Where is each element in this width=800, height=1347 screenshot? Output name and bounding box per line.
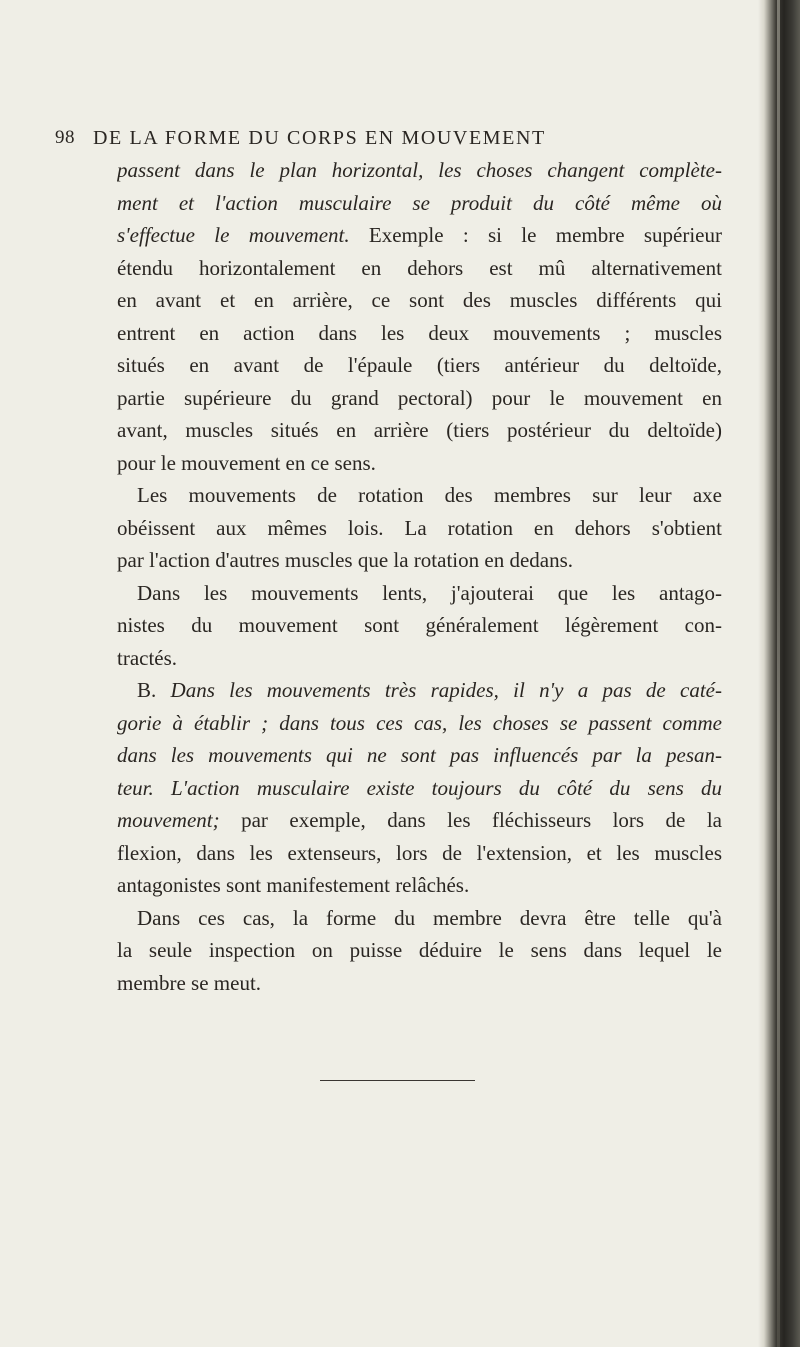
- roman-text: situés en avant de l'épaule (tiers antérieur du deltoïde,: [117, 353, 722, 377]
- section-end-rule: [320, 1080, 475, 1081]
- roman-text: avant, muscles situés en arrière (tiers postérieur du deltoïde): [117, 418, 722, 442]
- text-line: [117, 479, 722, 512]
- text-line: [117, 414, 722, 447]
- roman-text: pour le mouvement en ce sens.: [117, 450, 376, 475]
- roman-text: B.: [137, 678, 171, 702]
- page-number: 98: [55, 127, 75, 148]
- roman-text: obéissent aux mêmes lois. La rotation en dehors s'obtient: [117, 515, 722, 540]
- italic-text: gorie à établir ; dans tous ces cas, les choses se passent comme: [117, 710, 722, 735]
- text-line: [117, 804, 722, 837]
- roman-text: tractés.: [117, 645, 178, 670]
- running-title: DE LA FORME DU CORPS EN MOUVEMENT: [93, 127, 546, 149]
- italic-text: teur. L'action musculaire existe toujours du côté du sens du: [117, 775, 722, 800]
- roman-text: Dans ces cas, la forme du membre devra être telle qu'à: [137, 905, 722, 930]
- roman-text: nistes du mouvement sont généralement légèrement con-: [117, 613, 722, 637]
- roman-text: partie supérieure du grand pectoral) pour le mouvement en: [117, 385, 722, 410]
- italic-text: ment et l'action musculaire se produit du côté même où: [117, 190, 722, 215]
- text-line: [117, 382, 722, 415]
- roman-text: la seule inspection on puisse déduire le sens dans lequel le: [117, 938, 722, 962]
- text-line: [117, 447, 722, 480]
- text-line: [117, 772, 722, 805]
- page-edge-highlight: [777, 0, 780, 1347]
- roman-text: par l'action d'autres muscles que la rotation en dedans.: [117, 548, 574, 572]
- text-line: [117, 512, 722, 545]
- roman-text: Les mouvements de rotation des membres sur leur axe: [137, 483, 722, 507]
- text-line: [117, 349, 722, 382]
- roman-text: en avant et en arrière, ce sont des muscles différents qui: [117, 288, 722, 312]
- italic-text: s'effectue le mouvement.: [117, 223, 350, 247]
- italic-text: Dans les mouvements très rapides, il n'y a pas de caté-: [170, 678, 722, 702]
- italic-text: dans les mouvements qui ne sont pas influencés par la pesan-: [117, 743, 722, 767]
- roman-text: membre se meut.: [117, 970, 262, 995]
- text-line: [117, 317, 722, 350]
- text-line: [117, 187, 722, 220]
- text-line: [117, 154, 722, 187]
- text-line: [117, 934, 722, 967]
- text-line: [117, 869, 722, 902]
- roman-text: flexion, dans les extenseurs, lors de l'extension, et les muscles: [117, 840, 722, 865]
- text-line: [117, 707, 722, 740]
- text-line: [117, 577, 722, 610]
- text-line: [117, 252, 722, 285]
- roman-text: par exemple, dans les fléchisseurs lors de la: [219, 808, 722, 832]
- roman-text: étendu horizontalement en dehors est mû alternativement: [117, 255, 722, 280]
- text-line: [117, 674, 722, 707]
- text-line: [117, 219, 722, 252]
- italic-text: mouvement;: [117, 808, 220, 832]
- text-line: [117, 739, 722, 772]
- text-line: [117, 642, 722, 675]
- roman-text: Dans les mouvements lents, j'ajouterai que les antago-: [137, 580, 722, 605]
- text-line: [117, 609, 722, 642]
- text-line: [117, 902, 722, 935]
- text-line: [117, 837, 722, 870]
- roman-text: entrent en action dans les deux mouvements ; muscles: [117, 320, 722, 345]
- text-line: [117, 284, 722, 317]
- text-line: [117, 967, 722, 1000]
- roman-text: Exemple : si le membre supérieur: [349, 223, 722, 247]
- roman-text: antagonistes sont manifestement relâchés.: [117, 873, 470, 897]
- body-text: [117, 154, 722, 999]
- italic-text: passent dans le plan horizontal, les choses changent complète-: [117, 158, 722, 182]
- text-line: [117, 544, 722, 577]
